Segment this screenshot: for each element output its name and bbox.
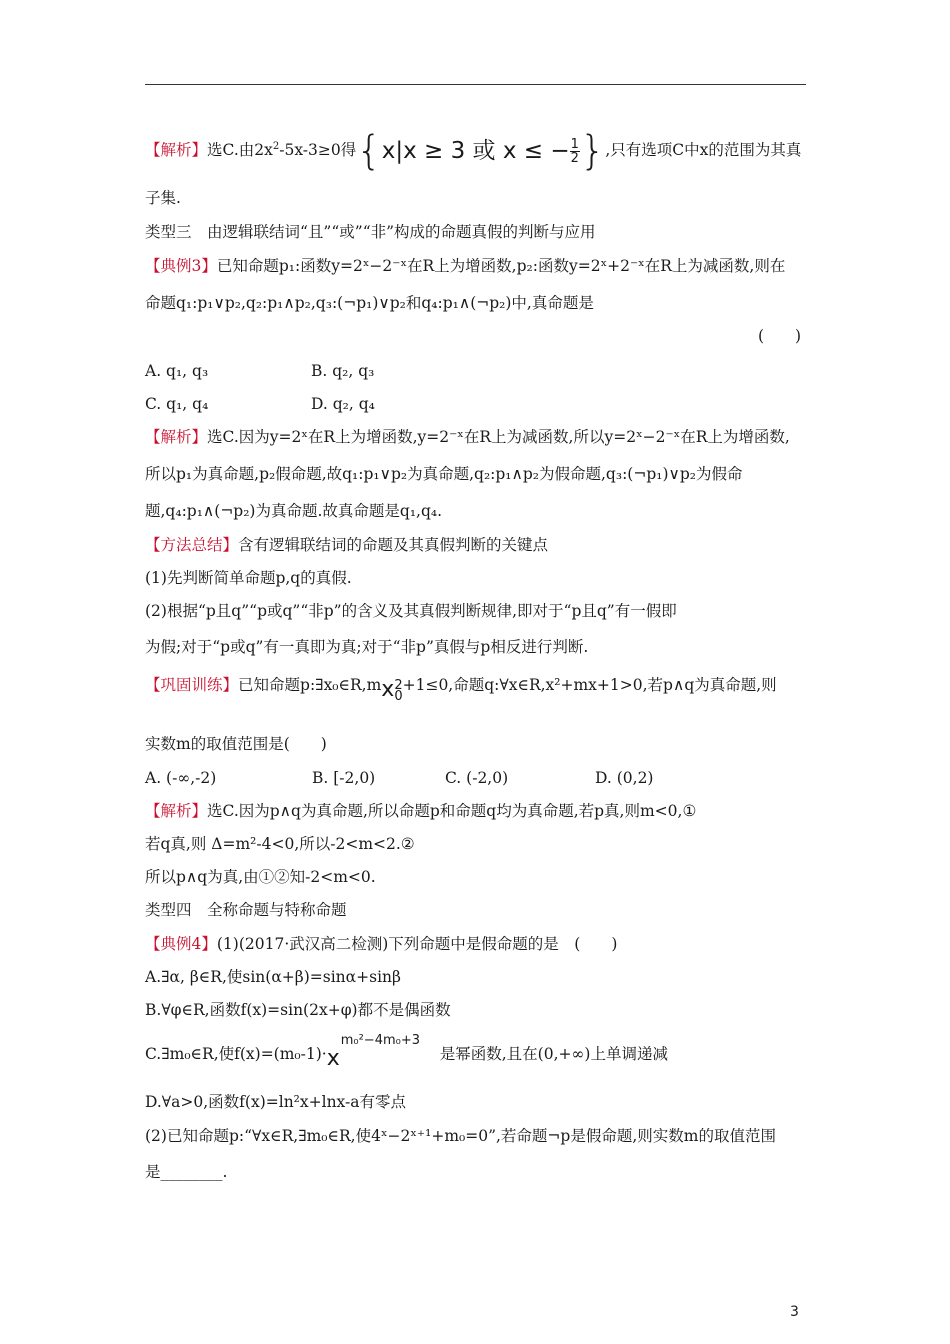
text-line: 实数m的取值范围是( ) bbox=[145, 735, 327, 753]
answer-blank: ( ) bbox=[758, 327, 802, 345]
option-c: C.∃m₀∈R,使f(x)=(m₀-1)·x m₀²−4m₀+3 是幂函数,且在(0,+∞)上单调递减 bbox=[145, 1033, 668, 1071]
options-row-2 bbox=[145, 393, 375, 415]
text-line: 题,q₄:p₁∧(¬p₂)为真命题.故真命题是q₁,q₄. bbox=[145, 502, 443, 520]
right-brace: } bbox=[579, 128, 606, 175]
method-summary-line: 【方法总结】含有逻辑联结词的命题及其真假判断的关键点 bbox=[145, 536, 549, 554]
text-line: 所以p∧q为真,由①②知-2<m<0. bbox=[145, 868, 376, 886]
option-d: D.∀a>0,函数f(x)=ln²x+lnx-a有零点 bbox=[145, 1093, 407, 1111]
option-d: D. (0,2) bbox=[595, 769, 654, 787]
practice-tag: 【巩固训练】 bbox=[145, 676, 239, 694]
page-number: 3 bbox=[790, 1304, 799, 1320]
solution-tag: 【解析】 bbox=[145, 141, 208, 160]
fraction-one-half: $\frac{1}{2}$ bbox=[570, 136, 579, 166]
text-line: 所以p₁为真命题,p₂假命题,故q₁:p₁∨p₂为真命题,q₂:p₁∧p₂为假命题,q₃:(¬p₁)∨p₂为假命 bbox=[145, 465, 743, 483]
solution-line-1: 【解析】选C.由$2x^2-5x-3\ge 0$得{x|x ≥ 3 或 x ≤ − $\frac{1}{2}$ },只有选项C中x的范围为其真 bbox=[145, 128, 802, 175]
example3-line-2: 命题q₁:p₁∨p₂,q₂:p₁∧p₂,q₃:(¬p₁)∨p₂和q₄:p₁∧(¬p₂)中,真命题是 bbox=[145, 294, 594, 312]
practice-options bbox=[145, 767, 653, 789]
set-variable: x bbox=[381, 138, 396, 165]
set-condition: x ≥ 3 或 x ≤ − bbox=[403, 138, 570, 165]
option-a: A. q₁, q₃ bbox=[145, 362, 209, 380]
text-line: 是________. bbox=[145, 1163, 228, 1181]
text-line: 子集. bbox=[145, 189, 181, 207]
header-rule bbox=[145, 84, 806, 85]
method-tag: 【方法总结】 bbox=[145, 536, 239, 554]
solution-line: 【解析】选C.因为p∧q为真命题,所以命题p和命题q均为真命题,若p真,则m<0,① bbox=[145, 802, 697, 820]
option-b: B.∀φ∈R,函数f(x)=sin(2x+φ)都不是偶函数 bbox=[145, 1001, 451, 1019]
option-b: B. [-2,0) bbox=[312, 769, 376, 787]
practice-line-1: 【巩固训练】已知命题p:∃x₀∈R,mx 2 0 +1≤0,命题q:∀x∈R,x²+mx+1>0,若p∧q为真命题,则 bbox=[145, 676, 777, 704]
text-line: 若q真,则 Δ=m²-4<0,所以-2<m<2.② bbox=[145, 835, 415, 853]
option-a: A.∃α, β∈R,使sin(α+β)=sinα+sinβ bbox=[145, 968, 401, 986]
section-heading-type3: 类型三 由逻辑联结词“且”“或”“非”构成的命题真假的判断与应用 bbox=[145, 223, 596, 241]
option-d: D. q₂, q₄ bbox=[311, 395, 375, 413]
solution-line: 【解析】选C.因为y=2ˣ在R上为增函数,y=2⁻ˣ在R上为减函数,所以y=2ˣ−2⁻ˣ在R上为增函数, bbox=[145, 428, 790, 446]
option-c: C. (-2,0) bbox=[445, 769, 509, 787]
text-line: 为假;对于“p或q”有一真即为真;对于“非p”真假与p相反进行判断. bbox=[145, 638, 589, 656]
options-row-1 bbox=[145, 360, 374, 382]
section-heading-type4: 类型四 全称命题与特称命题 bbox=[145, 901, 347, 919]
solution-tag: 【解析】 bbox=[145, 802, 208, 820]
left-brace: { bbox=[356, 128, 382, 175]
text-line: (1)先判断简单命题p,q的真假. bbox=[145, 569, 352, 587]
option-a: A. (-∞,-2) bbox=[145, 769, 217, 787]
solution-tag: 【解析】 bbox=[145, 428, 208, 446]
option-b: B. q₂, q₃ bbox=[311, 362, 375, 380]
text-line: (2)根据“p且q”“p或q”“非p”的含义及其真假判断规律,即对于“p且q”有一假即 bbox=[145, 602, 677, 620]
example3-line-1: 【典例3】已知命题p₁:函数y=2ˣ−2⁻ˣ在R上为增函数,p₂:函数y=2ˣ+2⁻ˣ在R上为减函数,则在 bbox=[145, 257, 786, 275]
text-line: (2)已知命题p:“∀x∈R,∃m₀∈R,使4ˣ−2ˣ⁺¹+m₀=0”,若命题¬p是假命题,则实数m的取值范围 bbox=[145, 1127, 776, 1145]
example-tag: 【典例4】 bbox=[145, 935, 217, 953]
example-tag: 【典例3】 bbox=[145, 257, 217, 275]
option-c: C. q₁, q₄ bbox=[145, 395, 209, 413]
example4-line-1: 【典例4】(1)(2017·武汉高二检测)下列命题中是假命题的是 ( ) bbox=[145, 935, 618, 953]
